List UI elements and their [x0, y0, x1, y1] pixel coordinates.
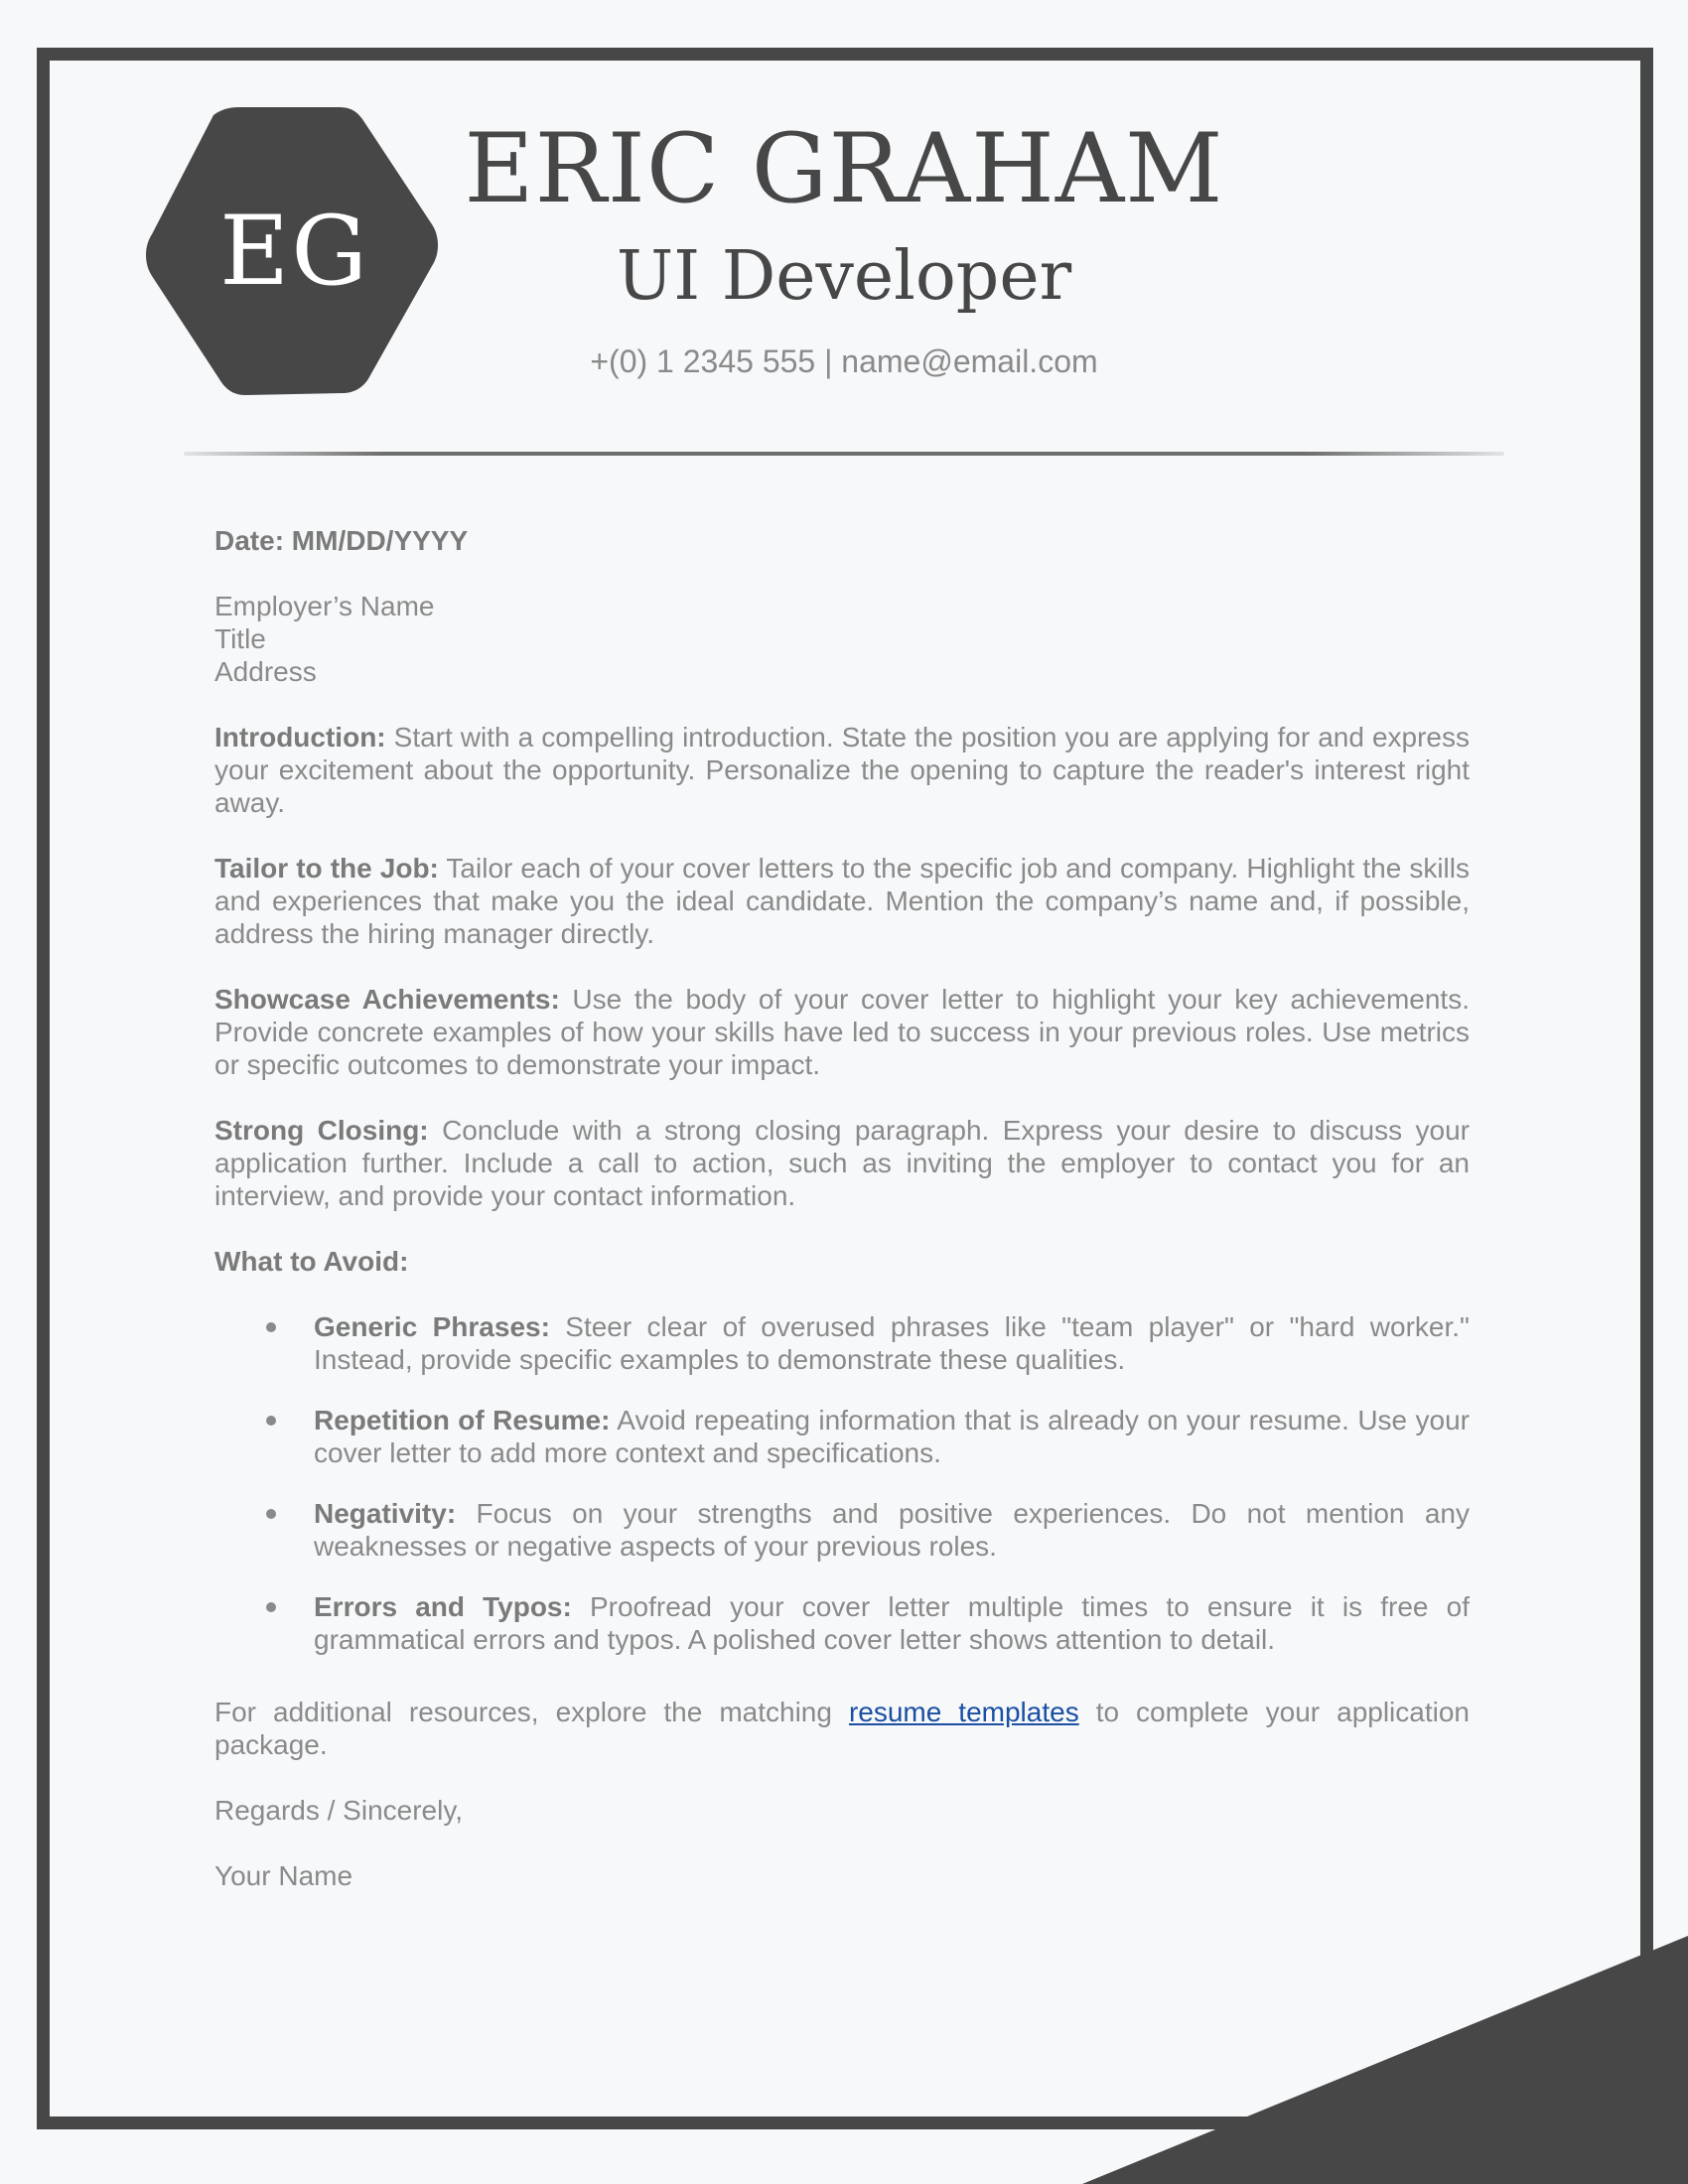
paragraph-achievements: Showcase Achievements: Use the body of your cover letter to highlight your key achievements. Provide concrete examples of how your skills have led to success in your previous roles. Use metrics or specific outcomes to demonstrate your impact.: [214, 984, 1470, 1080]
list-item: Negativity: Focus on your strengths and positive experiences. Do not mention any weaknesses or negative aspects of your previous roles.: [214, 1497, 1470, 1563]
avoid-heading: What to Avoid:: [214, 1246, 409, 1277]
header-divider: [184, 452, 1504, 456]
bullet-icon: [266, 1509, 276, 1519]
recipient-block: [214, 590, 1470, 688]
paragraph-introduction: Introduction: Start with a compelling introduction. State the position you are applying for and express your excitement about the opportunity. Personalize the opening to capture the reader's interest right away.: [214, 722, 1470, 818]
letter-body: [214, 524, 1470, 1925]
bullet-icon: [266, 1416, 276, 1426]
signature: Your Name: [214, 1860, 353, 1891]
closing-line: Regards / Sincerely,: [214, 1795, 464, 1826]
paragraph-closing: Strong Closing: Conclude with a strong closing paragraph. Express your desire to discuss your application further. Include a call to action, such as inviting the employer to contact you for an interview, and provide your contact information.: [214, 1115, 1470, 1211]
list-item: Generic Phrases: Steer clear of overused phrases like "team player" or "hard worker." Instead, provide specific examples to demonstrate these qualities.: [214, 1310, 1470, 1376]
candidate-name: ERIC GRAHAM: [464, 113, 1224, 224]
list-item: Errors and Typos: Proofread your cover letter multiple times to ensure it is free of grammatical errors and typos. A polished cover letter shows attention to detail.: [214, 1590, 1470, 1656]
resume-templates-link[interactable]: resume templates: [848, 1697, 1079, 1727]
letter-date: Date: MM/DD/YYYY: [214, 525, 469, 556]
bullet-icon: [266, 1322, 276, 1332]
recipient-title: Title: [214, 623, 266, 654]
avoid-list: [214, 1310, 1470, 1656]
recipient-address: Address: [214, 656, 317, 687]
list-item: Repetition of Resume: Avoid repeating information that is already on your resume. Use your cover letter to add more context and specifications.: [214, 1404, 1470, 1469]
recipient-name: Employer’s Name: [214, 591, 435, 621]
candidate-role: UI Developer: [616, 237, 1072, 316]
monogram-initials: EG: [219, 196, 369, 307]
bullet-icon: [266, 1602, 276, 1612]
paragraph-resources: For additional resources, explore the matching resume templates to complete your application package.: [214, 1697, 1470, 1760]
paragraph-tailor: Tailor to the Job: Tailor each of your cover letters to the specific job and company. Highlight the skills and experiences that make you the ideal candidate. Mention the company’s name and, if possible, address the hiring manager directly.: [214, 853, 1471, 949]
contact-info: +(0) 1 2345 555 | name@email.com: [590, 343, 1098, 379]
